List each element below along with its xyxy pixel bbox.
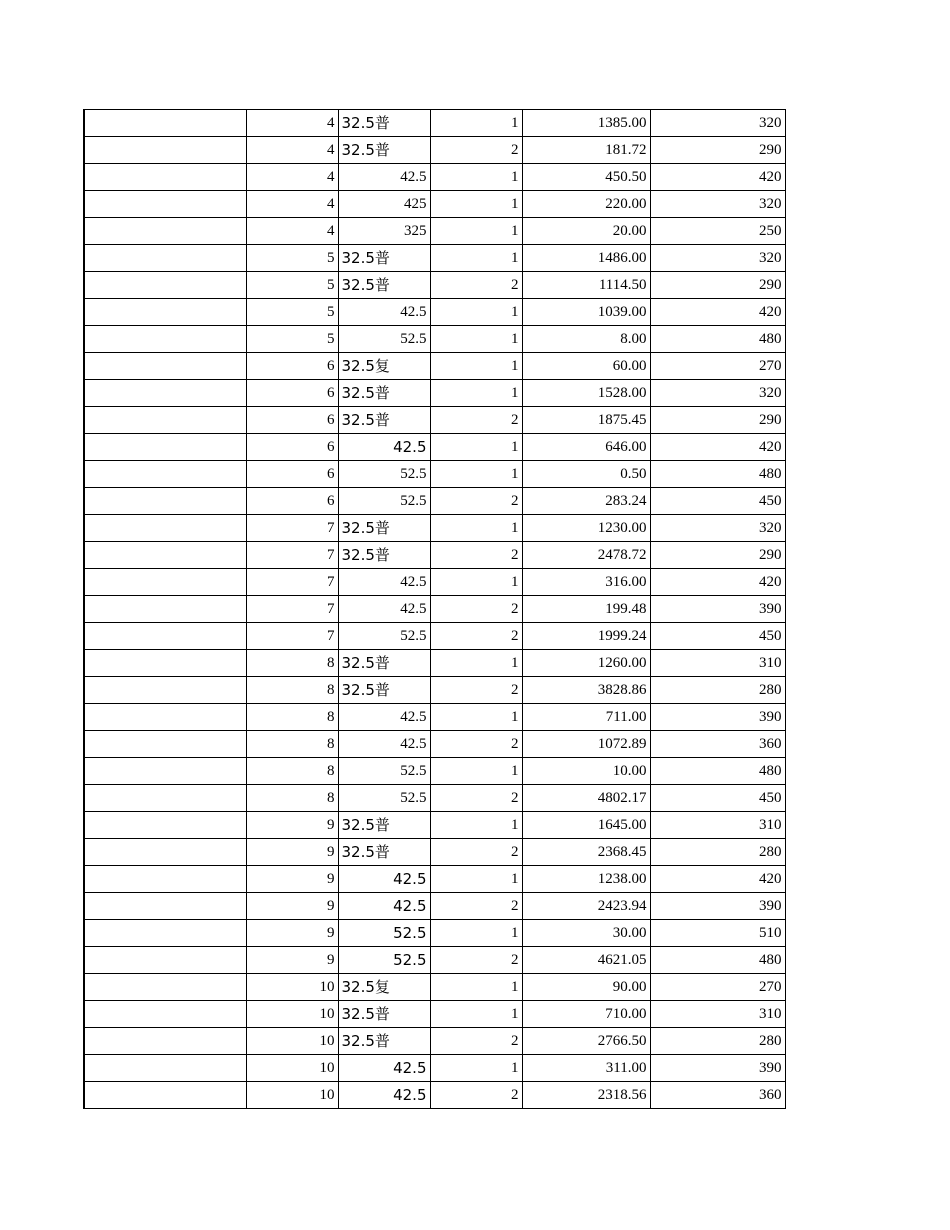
table-row (84, 839, 785, 866)
table-cell[interactable] (84, 380, 246, 407)
table-cell[interactable]: 360 (650, 731, 785, 758)
table-cell[interactable]: 60.00 (522, 353, 650, 380)
table-cell[interactable]: 280 (650, 839, 785, 866)
table-cell[interactable]: 250 (650, 218, 785, 245)
table-cell[interactable] (84, 812, 246, 839)
table-cell[interactable] (84, 569, 246, 596)
table-cell[interactable] (84, 434, 246, 461)
table-cell[interactable]: 52.5 (338, 785, 430, 812)
table-cell[interactable]: 6 (246, 353, 338, 380)
table-row (84, 569, 785, 596)
table-row (84, 947, 785, 974)
table-cell[interactable]: 1528.00 (522, 380, 650, 407)
table-cell[interactable] (84, 893, 246, 920)
table-cell[interactable] (84, 677, 246, 704)
table-cell[interactable] (84, 164, 246, 191)
table-row (84, 488, 785, 515)
table-cell[interactable]: 711.00 (522, 704, 650, 731)
table-cell[interactable]: 3828.86 (522, 677, 650, 704)
table-cell[interactable]: 32.5普 (338, 542, 430, 569)
table-cell[interactable]: 32.5普 (338, 839, 430, 866)
table-cell[interactable]: 420 (650, 164, 785, 191)
table-cell[interactable] (84, 596, 246, 623)
table-cell[interactable]: 646.00 (522, 434, 650, 461)
table-cell[interactable]: 2 (430, 542, 522, 569)
table-cell[interactable] (84, 272, 246, 299)
table-cell[interactable] (84, 785, 246, 812)
table-cell[interactable] (84, 758, 246, 785)
table-cell[interactable]: 420 (650, 434, 785, 461)
table-row (84, 596, 785, 623)
table-cell[interactable]: 2 (430, 407, 522, 434)
table-cell[interactable]: 42.5 (338, 704, 430, 731)
table-cell[interactable]: 52.5 (338, 623, 430, 650)
table-cell[interactable]: 390 (650, 1055, 785, 1082)
table-cell[interactable]: 480 (650, 461, 785, 488)
table-cell[interactable]: 310 (650, 650, 785, 677)
table-cell[interactable]: 9 (246, 947, 338, 974)
table-cell[interactable]: 1 (430, 569, 522, 596)
table-row (84, 218, 785, 245)
table-cell[interactable] (84, 947, 246, 974)
table-cell[interactable]: 10 (246, 1082, 338, 1109)
table-cell[interactable]: 1 (430, 758, 522, 785)
table-cell[interactable]: 10 (246, 1055, 338, 1082)
table-cell[interactable]: 9 (246, 920, 338, 947)
table-row (84, 380, 785, 407)
table-cell[interactable]: 290 (650, 407, 785, 434)
table-cell[interactable]: 8.00 (522, 326, 650, 353)
table-cell[interactable]: 1114.50 (522, 272, 650, 299)
table-cell[interactable]: 52.5 (338, 947, 430, 974)
table-cell[interactable]: 325 (338, 218, 430, 245)
table-cell[interactable]: 1 (430, 650, 522, 677)
table-cell[interactable]: 2 (430, 1082, 522, 1109)
table-cell[interactable] (84, 299, 246, 326)
table-cell[interactable]: 420 (650, 866, 785, 893)
table-cell[interactable]: 7 (246, 515, 338, 542)
table-row (84, 353, 785, 380)
table-row (84, 299, 785, 326)
table-cell[interactable]: 42.5 (338, 893, 430, 920)
table-cell[interactable]: 52.5 (338, 461, 430, 488)
table-cell[interactable]: 6 (246, 407, 338, 434)
table-cell[interactable]: 360 (650, 1082, 785, 1109)
table-cell[interactable]: 1 (430, 461, 522, 488)
table-cell[interactable]: 199.48 (522, 596, 650, 623)
table-cell[interactable]: 4 (246, 164, 338, 191)
table-cell[interactable]: 7 (246, 542, 338, 569)
table-cell[interactable] (84, 650, 246, 677)
table-cell[interactable] (84, 1082, 246, 1109)
table-cell[interactable]: 480 (650, 758, 785, 785)
table-cell[interactable]: 450 (650, 488, 785, 515)
table-cell[interactable]: 1 (430, 515, 522, 542)
table-cell[interactable] (84, 1055, 246, 1082)
table-cell[interactable]: 510 (650, 920, 785, 947)
table-cell[interactable]: 280 (650, 677, 785, 704)
table-row (84, 434, 785, 461)
table-cell[interactable]: 32.5普 (338, 812, 430, 839)
table-cell[interactable]: 1 (430, 866, 522, 893)
table-cell[interactable]: 8 (246, 704, 338, 731)
table-cell[interactable] (84, 1028, 246, 1055)
table-cell[interactable]: 4802.17 (522, 785, 650, 812)
table-cell[interactable]: 280 (650, 1028, 785, 1055)
table-row (84, 677, 785, 704)
table-cell[interactable]: 0.50 (522, 461, 650, 488)
table-cell[interactable]: 10 (246, 1028, 338, 1055)
table-cell[interactable]: 1 (430, 191, 522, 218)
table-cell[interactable]: 8 (246, 650, 338, 677)
table-cell[interactable]: 390 (650, 704, 785, 731)
table-cell[interactable]: 5 (246, 245, 338, 272)
table-row (84, 1001, 785, 1028)
table-body (84, 110, 785, 1109)
table-cell[interactable]: 32.5普 (338, 407, 430, 434)
table-cell[interactable]: 1 (430, 974, 522, 1001)
table-cell[interactable]: 480 (650, 947, 785, 974)
table-cell[interactable]: 1385.00 (522, 110, 650, 137)
table-cell[interactable]: 1 (430, 110, 522, 137)
table-cell[interactable]: 7 (246, 623, 338, 650)
table-cell[interactable]: 52.5 (338, 920, 430, 947)
table-row (84, 245, 785, 272)
table-cell[interactable]: 4 (246, 191, 338, 218)
table-cell[interactable]: 32.5复 (338, 974, 430, 1001)
table-cell[interactable]: 480 (650, 326, 785, 353)
table-cell[interactable]: 42.5 (338, 596, 430, 623)
table-cell[interactable]: 320 (650, 380, 785, 407)
table-cell[interactable]: 1230.00 (522, 515, 650, 542)
table-cell[interactable]: 450 (650, 623, 785, 650)
table-cell[interactable]: 2368.45 (522, 839, 650, 866)
table-row (84, 1055, 785, 1082)
table-cell[interactable]: 710.00 (522, 1001, 650, 1028)
table-cell[interactable] (84, 110, 246, 137)
table-cell[interactable]: 1486.00 (522, 245, 650, 272)
table-cell[interactable]: 9 (246, 812, 338, 839)
table-cell[interactable]: 7 (246, 569, 338, 596)
table-row (84, 704, 785, 731)
table-row (84, 164, 785, 191)
table-cell[interactable] (84, 191, 246, 218)
table-cell[interactable]: 181.72 (522, 137, 650, 164)
table-cell[interactable] (84, 488, 246, 515)
table-cell[interactable]: 1039.00 (522, 299, 650, 326)
table-cell[interactable]: 2 (430, 137, 522, 164)
table-row (84, 974, 785, 1001)
table-row (84, 920, 785, 947)
table-cell[interactable]: 6 (246, 488, 338, 515)
table-cell[interactable] (84, 623, 246, 650)
table-cell[interactable]: 310 (650, 1001, 785, 1028)
table-cell[interactable]: 1 (430, 704, 522, 731)
table-cell[interactable]: 20.00 (522, 218, 650, 245)
table-cell[interactable]: 9 (246, 866, 338, 893)
table-cell[interactable] (84, 137, 246, 164)
table-cell[interactable]: 2 (430, 947, 522, 974)
table-cell[interactable]: 425 (338, 191, 430, 218)
table-cell[interactable]: 1 (430, 218, 522, 245)
table-row (84, 137, 785, 164)
table-cell[interactable]: 90.00 (522, 974, 650, 1001)
table-cell[interactable]: 32.5普 (338, 110, 430, 137)
table-cell[interactable]: 1260.00 (522, 650, 650, 677)
table-cell[interactable]: 1 (430, 1055, 522, 1082)
table-cell[interactable]: 310 (650, 812, 785, 839)
table-cell[interactable]: 42.5 (338, 866, 430, 893)
table-cell[interactable]: 9 (246, 839, 338, 866)
table-cell[interactable]: 1 (430, 920, 522, 947)
table-row (84, 191, 785, 218)
table-cell[interactable]: 10 (246, 974, 338, 1001)
table-cell[interactable]: 9 (246, 893, 338, 920)
table-cell[interactable]: 320 (650, 245, 785, 272)
table-cell[interactable]: 1875.45 (522, 407, 650, 434)
table-cell[interactable]: 1238.00 (522, 866, 650, 893)
table-cell[interactable]: 2 (430, 839, 522, 866)
table-cell[interactable]: 2 (430, 596, 522, 623)
table-cell[interactable]: 32.5普 (338, 515, 430, 542)
table-cell[interactable]: 1 (430, 245, 522, 272)
table-cell[interactable]: 32.5普 (338, 1001, 430, 1028)
table-cell[interactable]: 42.5 (338, 164, 430, 191)
table-cell[interactable]: 2 (430, 1028, 522, 1055)
table-cell[interactable]: 32.5普 (338, 650, 430, 677)
table-cell[interactable]: 42.5 (338, 569, 430, 596)
table-cell[interactable]: 2 (430, 785, 522, 812)
table-cell[interactable]: 52.5 (338, 488, 430, 515)
table-cell[interactable]: 1 (430, 353, 522, 380)
table-cell[interactable]: 5 (246, 272, 338, 299)
table-row (84, 1082, 785, 1109)
table-cell[interactable]: 6 (246, 434, 338, 461)
table-cell[interactable]: 8 (246, 785, 338, 812)
table-cell[interactable] (84, 326, 246, 353)
table-cell[interactable]: 52.5 (338, 758, 430, 785)
table-cell[interactable]: 1999.24 (522, 623, 650, 650)
table-row (84, 758, 785, 785)
table-cell[interactable] (84, 542, 246, 569)
table-cell[interactable]: 1 (430, 164, 522, 191)
table-cell[interactable]: 32.5复 (338, 353, 430, 380)
table-cell[interactable]: 311.00 (522, 1055, 650, 1082)
table-cell[interactable]: 2 (430, 677, 522, 704)
table-cell[interactable]: 420 (650, 569, 785, 596)
table-cell[interactable]: 390 (650, 893, 785, 920)
table-cell[interactable]: 10 (246, 1001, 338, 1028)
table-cell[interactable]: 6 (246, 380, 338, 407)
table-cell[interactable] (84, 920, 246, 947)
table-cell[interactable]: 2 (430, 488, 522, 515)
table-cell[interactable] (84, 1001, 246, 1028)
table-row (84, 812, 785, 839)
table-cell[interactable]: 2 (430, 893, 522, 920)
table-cell[interactable] (84, 974, 246, 1001)
table-cell[interactable]: 5 (246, 299, 338, 326)
table-cell[interactable]: 390 (650, 596, 785, 623)
table-cell[interactable]: 52.5 (338, 326, 430, 353)
table-row (84, 650, 785, 677)
table-cell[interactable] (84, 461, 246, 488)
table-cell[interactable]: 32.5普 (338, 272, 430, 299)
table-cell[interactable]: 4 (246, 137, 338, 164)
table-cell[interactable]: 283.24 (522, 488, 650, 515)
table-cell[interactable]: 1 (430, 326, 522, 353)
table-cell[interactable]: 30.00 (522, 920, 650, 947)
table-cell[interactable]: 32.5普 (338, 677, 430, 704)
table-cell[interactable]: 450 (650, 785, 785, 812)
table-row (84, 1028, 785, 1055)
table-cell[interactable]: 32.5普 (338, 245, 430, 272)
table-cell[interactable]: 42.5 (338, 731, 430, 758)
spreadsheet-table (83, 109, 786, 1109)
table-cell[interactable]: 2 (430, 731, 522, 758)
table-row (84, 407, 785, 434)
table-cell[interactable]: 1 (430, 380, 522, 407)
table-cell[interactable]: 2 (430, 272, 522, 299)
table-cell[interactable]: 270 (650, 974, 785, 1001)
table-cell[interactable]: 32.5普 (338, 1028, 430, 1055)
table-cell[interactable] (84, 731, 246, 758)
table-row (84, 623, 785, 650)
table-cell[interactable]: 2478.72 (522, 542, 650, 569)
table-cell[interactable]: 450.50 (522, 164, 650, 191)
table-cell[interactable]: 42.5 (338, 434, 430, 461)
table-cell[interactable]: 6 (246, 461, 338, 488)
table-cell[interactable]: 10.00 (522, 758, 650, 785)
table-cell[interactable] (84, 245, 246, 272)
table-cell[interactable]: 32.5普 (338, 380, 430, 407)
table-cell[interactable]: 5 (246, 326, 338, 353)
table-cell[interactable]: 8 (246, 731, 338, 758)
table-cell[interactable]: 1 (430, 434, 522, 461)
table-cell[interactable]: 8 (246, 758, 338, 785)
table-cell[interactable]: 320 (650, 191, 785, 218)
table-cell[interactable]: 420 (650, 299, 785, 326)
table-cell[interactable]: 4 (246, 110, 338, 137)
table-cell[interactable] (84, 515, 246, 542)
table-cell[interactable] (84, 407, 246, 434)
table-cell[interactable]: 270 (650, 353, 785, 380)
table-cell[interactable] (84, 353, 246, 380)
table-cell[interactable]: 1072.89 (522, 731, 650, 758)
table-row (84, 110, 785, 137)
table-cell[interactable]: 32.5普 (338, 137, 430, 164)
table-cell[interactable]: 316.00 (522, 569, 650, 596)
table-cell[interactable]: 7 (246, 596, 338, 623)
table-cell[interactable] (84, 218, 246, 245)
table-cell[interactable]: 2766.50 (522, 1028, 650, 1055)
table-cell[interactable]: 290 (650, 542, 785, 569)
table-cell[interactable] (84, 839, 246, 866)
table-cell[interactable]: 290 (650, 272, 785, 299)
table-cell[interactable] (84, 866, 246, 893)
table-row (84, 893, 785, 920)
table-row (84, 272, 785, 299)
table-row (84, 785, 785, 812)
table-cell[interactable]: 4 (246, 218, 338, 245)
table-cell[interactable]: 320 (650, 110, 785, 137)
table-cell[interactable]: 1 (430, 299, 522, 326)
table-cell[interactable]: 2423.94 (522, 893, 650, 920)
table-row (84, 731, 785, 758)
table-cell[interactable]: 2318.56 (522, 1082, 650, 1109)
table-row (84, 461, 785, 488)
table-cell[interactable]: 42.5 (338, 299, 430, 326)
table-cell[interactable]: 290 (650, 137, 785, 164)
table-cell[interactable]: 1 (430, 812, 522, 839)
table-cell[interactable]: 1 (430, 1001, 522, 1028)
table-cell[interactable]: 42.5 (338, 1082, 430, 1109)
table-cell[interactable]: 320 (650, 515, 785, 542)
table-row (84, 515, 785, 542)
table-cell[interactable]: 2 (430, 623, 522, 650)
table-cell[interactable]: 1645.00 (522, 812, 650, 839)
table-cell[interactable]: 4621.05 (522, 947, 650, 974)
table-cell[interactable] (84, 704, 246, 731)
table-row (84, 326, 785, 353)
table-row (84, 866, 785, 893)
table-cell[interactable]: 42.5 (338, 1055, 430, 1082)
table-cell[interactable]: 220.00 (522, 191, 650, 218)
table-row (84, 542, 785, 569)
table-cell[interactable]: 8 (246, 677, 338, 704)
